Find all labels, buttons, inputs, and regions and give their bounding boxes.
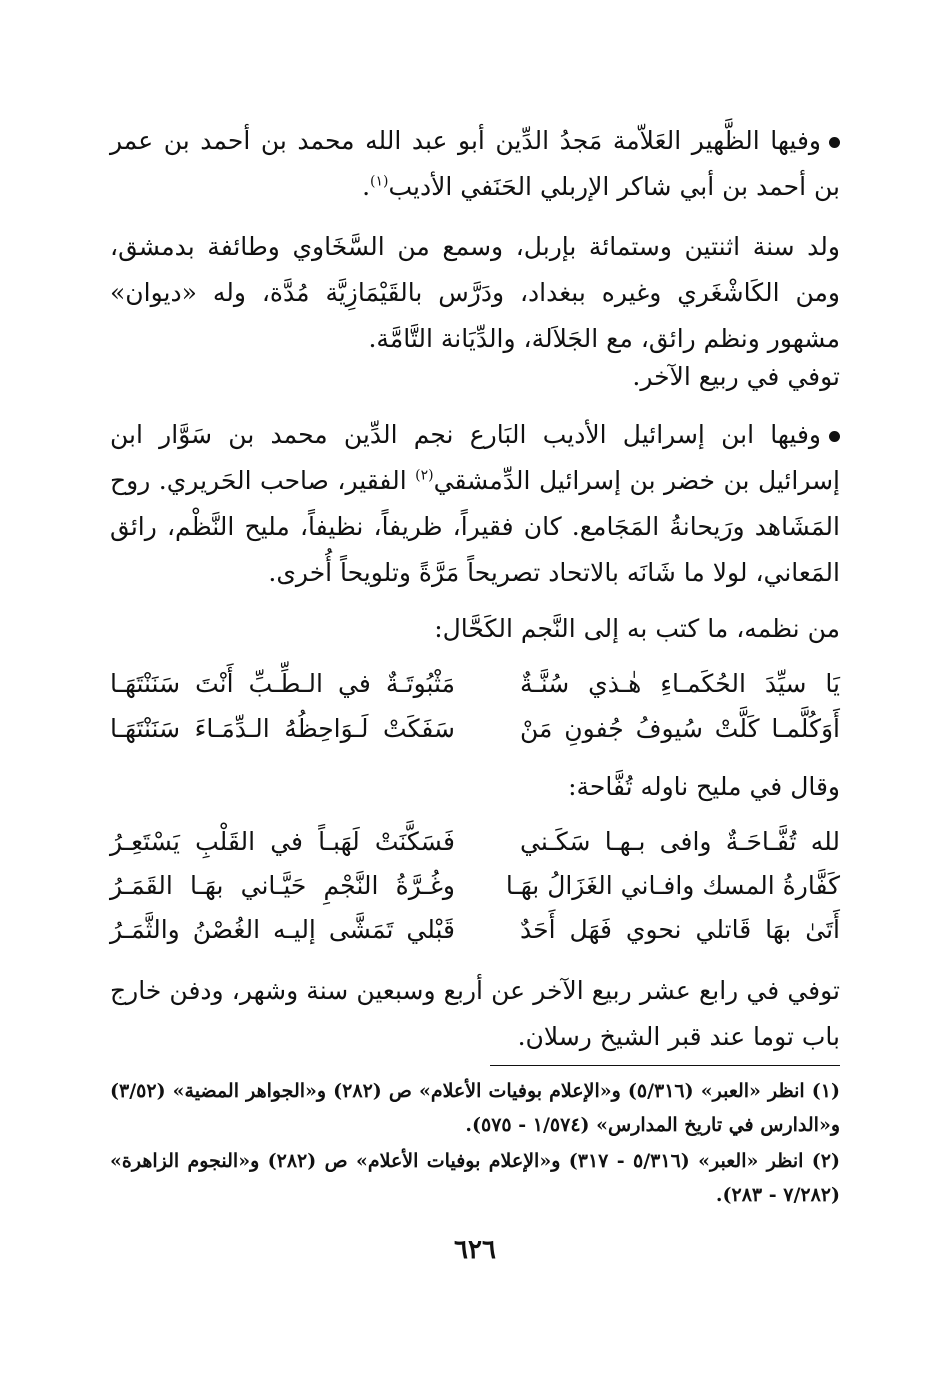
entry-1-heading bbox=[110, 118, 840, 210]
verse-first-hemistich: كَفَّارةُ المسك وافـاني الغَزَالُ بهَـا bbox=[505, 871, 840, 900]
footnote-ref-1: (١) bbox=[370, 173, 389, 190]
entry-2-description: الفقير، صاحب الحَريري. روح المَشَاهد ورَيحانةُ المَجَامع. كان فقيراً، ظريفاً، نظيفاً، مليح النَّظْم، رائق المَعاني، لولا ما شَانَه بالاتحاد تصريحاً مَرَّةً وتلويحاً أُخرى. bbox=[110, 466, 840, 587]
entry-2-heading: وفيها ابن إسرائيل الأديب البَارع نجم الدِّين محمد بن سَوَّار ابن إسرائيل بن خضر بن إسرائيل الدِّمشقي bbox=[110, 420, 841, 495]
footnote-1: (١) انظر «العبر» (٥/٣١٦) و«الإعلام بوفيات الأعلام» ص (٢٨٢) و«الجواهر المضية» (٣/٥٢) و«الدارس في تاريخ المدارس» (١/٥٧٤ - ٥٧٥). bbox=[110, 1080, 840, 1136]
verse-second-hemistich: مَثْبُوتَـةٌ في الـطِّـبِّ أَنْتَ سَنَنْتَهَـا bbox=[110, 669, 455, 698]
poem-2-verse bbox=[110, 862, 840, 910]
poem-2-intro: وقال في مليح ناوله تُفَّاحة: bbox=[568, 772, 840, 801]
bullet-icon bbox=[829, 431, 840, 442]
footnote-2: (٢) انظر «العبر» (٥/٣١٦ - ٣١٧) و«الإعلام بوفيات الأعلام» ص (٢٨٢) و«النجوم الزاهرة» (٧/٢٨٢ - ٢٨٣). bbox=[110, 1150, 840, 1206]
poem-1-verse bbox=[110, 660, 840, 708]
verse-second-hemistich: فَسَكَّنَتْ لَهَبـاً في القَلْبِ يَسْتَعِـرُ bbox=[110, 827, 455, 856]
verse-second-hemistich: قَبْلي تَمَشَّى إليـه الغُصْنُ والثَّمَـرُ bbox=[110, 915, 455, 944]
verse-first-hemistich: أَوَكُلَّمـا كَلَّتْ سُيوفُ جُفونِ مَنْ bbox=[520, 714, 840, 743]
entry-1-biography: ولد سنة اثنتين وستمائة بإربل، وسمع من السَّخَاوي وطائفة بدمشق، ومن الكَاشْغَري وغيره ببغداد، ودَرَّس بالقَيْمَازِيَّة مُدَّة، وله «ديوان» مشهور ونظم رائق، مع الجَلاَلة، والدِّيَانة التَّامَّة. bbox=[110, 232, 840, 353]
verse-second-hemistich: وغُـرَّةُ النَّجْمِ حَيَّـاني بهَـا القَمَـرُ bbox=[110, 871, 455, 900]
verse-first-hemistich: لله تُفَّـاحَـةٌ وافى بـهـا سَكَـني bbox=[520, 827, 840, 856]
poem-1-intro: من نظمه، ما كتب به إلى النَّجم الكَحَّال: bbox=[434, 614, 840, 643]
footnote-ref-2: (٢) bbox=[415, 467, 434, 484]
entry-1-text: وفيها الظَّهير العَلاّمة مَجدُ الدِّين أبو عبد الله محمد بن أحمد بن عمر بن أحمد بن أبي شاكر الإربلي الحَنَفي الأديب bbox=[110, 126, 840, 201]
poem-2-verse bbox=[110, 906, 840, 954]
poem-1-verse bbox=[110, 705, 840, 753]
verse-first-hemistich: أَتَىٰ بهَا قَاتلي نحوي فَهَل أَحَدٌ bbox=[520, 915, 840, 944]
entry-2-death: توفي في رابع عشر ربيع الآخر عن أربع وسبعين سنة وشهر، ودفن خارج باب توما عند قبر الشيخ رسلان. bbox=[110, 976, 840, 1051]
poem-2-verse bbox=[110, 818, 840, 866]
footnote-divider bbox=[490, 1065, 840, 1066]
page-number: ٦٢٦ bbox=[454, 1235, 496, 1265]
entry-1-death: توفي في ربيع الآخر. bbox=[632, 362, 840, 391]
entry-1-end: . bbox=[362, 172, 371, 201]
verse-second-hemistich: سَفَكَتْ لَـوَاحِظُهُ الـدِّمَـاءَ سَنَنْتَهَـا bbox=[110, 714, 455, 743]
entry-2-text bbox=[110, 412, 840, 596]
verse-first-hemistich: يَا سيِّدَ الحُكَمـاءِ هٰـذي سُنَّـةٌ bbox=[520, 669, 840, 698]
bullet-icon bbox=[829, 137, 840, 148]
